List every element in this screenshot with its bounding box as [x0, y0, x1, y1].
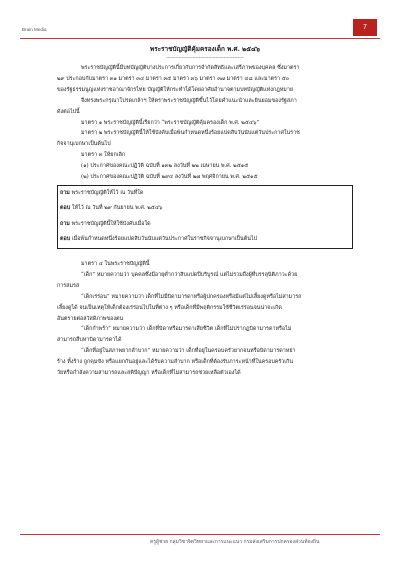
definition-orphan-cont: สามารถสืบหาบิดามารดาได้ — [57, 337, 122, 344]
section-1: มาตรา ๑ พระราชบัญญัตินี้เรียกว่า “พระราชบัญญัติคุ้มครองเด็ก พ.ศ. ๒๕๔๖” — [81, 119, 260, 126]
header-brand: Brain Media — [22, 27, 47, 32]
definition-street-child: “เด็กเร่ร่อน” หมายความว่า เด็กที่ไม่มีบิดามารดาหรือผู้ปกครองหรือมีแต่ไม่เลี้ยงดูหรือไม่สามารถ — [81, 293, 302, 300]
footer-text: ครูผู้ช่วย กลุ่มวิชาจิตวิทยาและการแนะแนว กรมส่งเสริมการปกครองส่วนท้องถิ่น — [150, 539, 320, 545]
definition-hardship-cont: ร้าง ทิ้งร้าง ถูกคุมขัง หรือแยกกันอยู่และได้รับความลำบาก หรือเด็กที่ต้องรับภาระหน้าที่ในครอบครัวเกิน — [57, 359, 294, 366]
qa-row — [60, 232, 350, 248]
qa-label: ถาม — [60, 189, 70, 196]
qa-text: พระราชบัญญัติให้ไว้ ณ วันที่ใด — [69, 189, 144, 196]
qa-label: ถาม — [60, 220, 70, 227]
definition-street-child-cont: อันตรายต่อสวัสดิภาพของตน — [57, 315, 124, 322]
qa-label: ตอบ — [60, 205, 71, 212]
definition-child: “เด็ก” หมายความว่า บุคคลซึ่งมีอายุต่ำกว่าสิบแปดปีบริบูรณ์ แต่ไม่รวมถึงผู้ที่บรรลุนิติภาวะด้วย — [81, 271, 298, 278]
definition-hardship-cont: วัยหรือกำลังความสามารถและสติปัญญา หรือเด็กที่ไม่สามารถช่วยเหลือตัวเองได้ — [57, 370, 241, 377]
preamble-line: จึงทรงพระกรุณาโปรดเกล้าฯ ให้ตราพระราชบัญญัติขึ้นไว้โดยคำแนะนำและยินยอมของรัฐสภา — [81, 97, 297, 104]
page-number-badge: 7 — [353, 19, 377, 36]
definition-orphan: “เด็กกำพร้า” หมายความว่า เด็กที่บิดาหรือมารดาเสียชีวิต เด็กที่ไม่ปรากฏบิดามารดาหรือไม่ — [81, 326, 292, 333]
header-divider — [20, 38, 380, 39]
qa-label: ตอบ — [60, 236, 71, 243]
document-body — [57, 41, 353, 379]
section-2: มาตรา ๒ พระราชบัญญัตินี้ให้ใช้บังคับเมื่อพ้นกำหนดหนึ่งร้อยแปดสิบวันนับแต่วันประกาศในราช — [81, 130, 300, 137]
section-3: มาตรา ๓ ให้ยกเลิก — [81, 152, 126, 159]
qa-row — [60, 186, 350, 202]
footer-divider — [20, 534, 380, 535]
title-underline: -------------------------------------------------- — [166, 56, 244, 61]
definition-hardship: “เด็กที่อยู่ในสภาพยากลำบาก” หมายความว่า เด็กที่อยู่ในครอบครัวยากจนหรือบิดามารดาหย่า — [81, 348, 296, 355]
definition-street-child-cont: เลี้ยงดูได้ จนเป็นเหตุให้เด็กต้องเร่ร่อนไปในที่ต่าง ๆ หรือเด็กที่มีพฤติกรรมใช้ชีวิตเร่ร่อนจนน่าจะเกิด — [57, 304, 282, 311]
document-title: พระราชบัญญัติคุ้มครองเด็ก พ.ศ. ๒๕๔๖ — [149, 45, 260, 53]
qa-row — [60, 201, 350, 217]
section-4: มาตรา ๔ ในพระราชบัญญัตินี้ — [81, 260, 150, 267]
section-3-item: (๑) ประกาศของคณะปฏิวัติ ฉบับที่ ๑๓๒ ลงวันที่ ๒๒ เมษายน พ.ศ. ๒๕๑๕ — [81, 163, 249, 170]
definition-child-cont: การสมรส — [57, 282, 80, 289]
preamble-line: ดังต่อไปนี้ — [57, 108, 80, 115]
qa-row — [60, 217, 350, 233]
section-2-cont: กิจจานุเบกษาเป็นต้นไป — [57, 141, 111, 148]
qa-text: เมื่อพ้นกำหนดหนึ่งร้อยแปดสิบวันนับแต่วันประกาศในราชกิจจานุเบกษาเป็นต้นไป — [70, 236, 258, 243]
qa-box — [57, 185, 353, 249]
qa-text: พระราชบัญญัตินี้ให้ใช้บังคับเมื่อใด — [69, 220, 151, 227]
preamble-line: ๒๙ ประกอบกับมาตรา ๓๑ มาตรา ๓๔ มาตรา ๓๕ มาตรา ๓๖ มาตรา ๓๗ มาตรา ๔๘ และมาตรา ๕๐ — [57, 75, 290, 82]
section-3-item: (๒) ประกาศของคณะปฏิวัติ ฉบับที่ ๒๙๔ ลงวันที่ ๒๗ พฤศจิกายน พ.ศ. ๒๕๑๕ — [81, 174, 258, 181]
preamble-line: ของรัฐธรรมนูญแห่งราชอาณาจักรไทย บัญญัติให้กระทำได้โดยอาศัยอำนาจตามบทบัญญัติแห่งกฎหมาย — [57, 86, 294, 93]
preamble-line: พระราชบัญญัตินี้มีบทบัญญัติบางประการเกี่ยวกับการจำกัดสิทธิและเสรีภาพของบุคคล ซึ่งมาตรา — [81, 65, 300, 71]
qa-text: ให้ไว้ ณ วันที่ ๒๙ กันยายน พ.ศ. ๒๕๔๖ — [70, 205, 163, 212]
